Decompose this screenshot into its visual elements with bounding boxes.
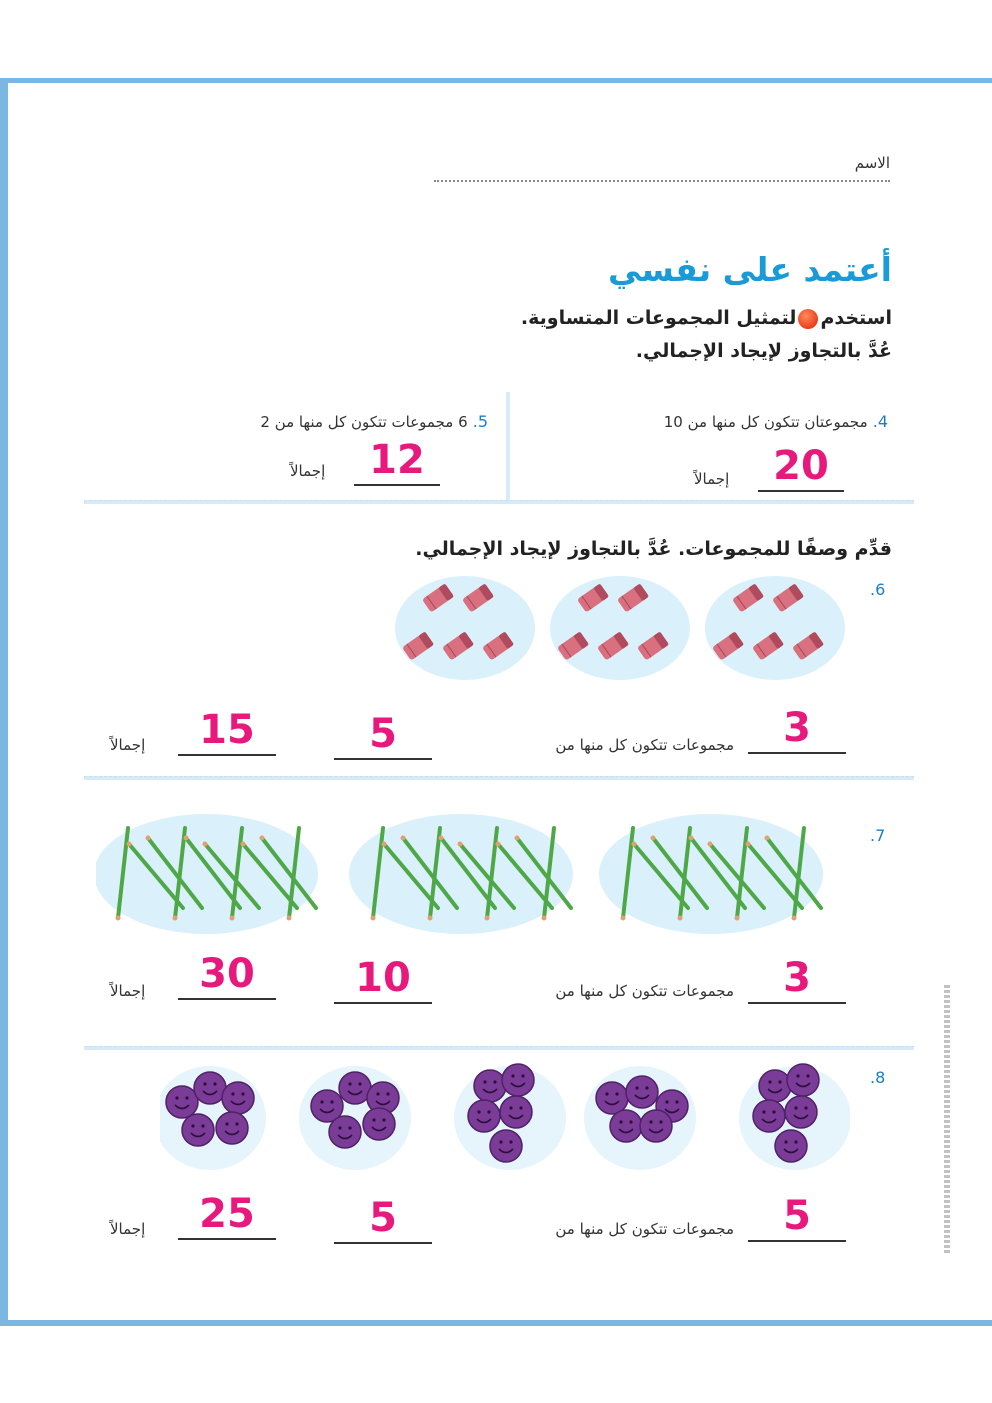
smiley-ball-icon bbox=[339, 1072, 371, 1104]
q7-groups-field[interactable] bbox=[748, 955, 846, 1004]
q6-per-group-field[interactable] bbox=[334, 711, 432, 760]
section-divider bbox=[84, 500, 914, 504]
q6-groups-field[interactable] bbox=[748, 705, 846, 754]
ball-group bbox=[584, 1066, 696, 1170]
q8-per-group-answer: 5 bbox=[369, 1195, 397, 1241]
q6-total-label: إجمالاً bbox=[110, 736, 146, 754]
smiley-ball-icon bbox=[474, 1070, 506, 1102]
q5-answer: 12 bbox=[369, 437, 425, 483]
instruction-line-2: عُدَّ بالتجاوز لإيجاد الإجمالي. bbox=[635, 340, 892, 362]
q4-answer-field[interactable] bbox=[758, 443, 844, 492]
q7-number: .7 bbox=[870, 826, 886, 845]
column-divider bbox=[506, 392, 510, 504]
eraser-group bbox=[395, 576, 535, 680]
smiley-ball-icon bbox=[490, 1130, 522, 1162]
q8-balls-picture bbox=[160, 1062, 850, 1174]
smiley-ball-icon bbox=[468, 1100, 500, 1132]
eraser-group bbox=[705, 576, 845, 680]
smiley-ball-icon bbox=[787, 1064, 819, 1096]
q7-per-group-field[interactable] bbox=[334, 955, 432, 1004]
q5-answer-field[interactable] bbox=[354, 437, 440, 486]
smiley-ball-icon bbox=[500, 1096, 532, 1128]
instruction-use: استخدم bbox=[820, 307, 892, 329]
smiley-ball-icon bbox=[182, 1114, 214, 1146]
question-text: 6 مجموعات تتكون كل منها من 2 bbox=[260, 413, 468, 431]
q8-groups-field[interactable] bbox=[748, 1193, 846, 1242]
name-label: الاسم bbox=[854, 154, 890, 172]
eraser-group bbox=[550, 576, 690, 680]
page-frame-top bbox=[0, 78, 992, 83]
q8-number: .8 bbox=[870, 1068, 886, 1087]
instruction-represent: لتمثيل المجموعات المتساوية. bbox=[520, 307, 797, 329]
smiley-ball-icon bbox=[596, 1082, 628, 1114]
q6-groups-of-text: مجموعات تتكون كل منها من bbox=[555, 736, 734, 754]
q7-total-field[interactable] bbox=[178, 951, 276, 1000]
smiley-ball-icon bbox=[502, 1064, 534, 1096]
q7-pencils-picture bbox=[96, 808, 836, 938]
page-title: أعتمد على نفسي bbox=[608, 250, 892, 289]
smiley-ball-icon bbox=[640, 1110, 672, 1142]
smiley-ball-icon bbox=[222, 1082, 254, 1114]
section-2-instruction: قدِّم وصفًا للمجموعات. عُدَّ بالتجاوز لإيجاد الإجمالي. bbox=[415, 538, 892, 560]
instruction-line-1 bbox=[521, 307, 892, 329]
q6-total-answer: 15 bbox=[199, 707, 255, 753]
q6-groups-answer: 3 bbox=[783, 705, 811, 751]
smiley-ball-icon bbox=[610, 1110, 642, 1142]
smiley-ball-icon bbox=[753, 1100, 785, 1132]
section-divider bbox=[84, 776, 914, 780]
q7-total-answer: 30 bbox=[199, 951, 255, 997]
page-frame-left bbox=[0, 78, 8, 1326]
question-4 bbox=[664, 412, 888, 431]
q8-total-label: إجمالاً bbox=[110, 1220, 146, 1238]
ball-group bbox=[739, 1064, 850, 1170]
q4-answer: 20 bbox=[773, 443, 829, 489]
smiley-ball-icon bbox=[363, 1108, 395, 1140]
smiley-ball-icon bbox=[626, 1076, 658, 1108]
side-credit-mark bbox=[944, 985, 950, 1255]
smiley-ball-icon bbox=[329, 1116, 361, 1148]
section-divider bbox=[84, 1046, 914, 1050]
smiley-ball-icon bbox=[775, 1130, 807, 1162]
q7-total-label: إجمالاً bbox=[110, 982, 146, 1000]
pencil-group bbox=[96, 814, 318, 934]
smiley-ball-icon bbox=[759, 1070, 791, 1102]
ball-group bbox=[454, 1064, 566, 1170]
smiley-ball-icon bbox=[194, 1072, 226, 1104]
question-number: 5. bbox=[472, 412, 488, 431]
q8-groups-answer: 5 bbox=[783, 1193, 811, 1239]
q6-erasers-picture bbox=[390, 570, 860, 690]
pencil-group bbox=[349, 814, 573, 934]
q6-number: .6 bbox=[870, 580, 886, 599]
question-5 bbox=[260, 412, 488, 431]
name-input-line[interactable] bbox=[434, 180, 890, 182]
q7-groups-answer: 3 bbox=[783, 955, 811, 1001]
q6-total-field[interactable] bbox=[178, 707, 276, 756]
question-text: مجموعتان تتكون كل منها من 10 bbox=[663, 413, 868, 431]
q4-total-label: إجمالاً bbox=[694, 470, 730, 488]
smiley-ball-icon bbox=[216, 1112, 248, 1144]
q5-total-label: إجمالاً bbox=[290, 462, 326, 480]
q8-total-field[interactable] bbox=[178, 1191, 276, 1240]
page-frame-bottom bbox=[0, 1320, 992, 1326]
counter-icon bbox=[798, 309, 818, 329]
q7-per-group-answer: 10 bbox=[355, 955, 411, 1001]
smiley-ball-icon bbox=[785, 1096, 817, 1128]
question-number: 4. bbox=[872, 412, 888, 431]
q8-per-group-field[interactable] bbox=[334, 1195, 432, 1244]
q7-groups-of-text: مجموعات تتكون كل منها من bbox=[555, 982, 734, 1000]
ball-group bbox=[299, 1066, 411, 1170]
q8-total-answer: 25 bbox=[199, 1191, 255, 1237]
ball-group bbox=[160, 1066, 266, 1170]
q8-groups-of-text: مجموعات تتكون كل منها من bbox=[555, 1220, 734, 1238]
smiley-ball-icon bbox=[166, 1086, 198, 1118]
pencil-group bbox=[599, 814, 823, 934]
q6-per-group-answer: 5 bbox=[369, 711, 397, 757]
